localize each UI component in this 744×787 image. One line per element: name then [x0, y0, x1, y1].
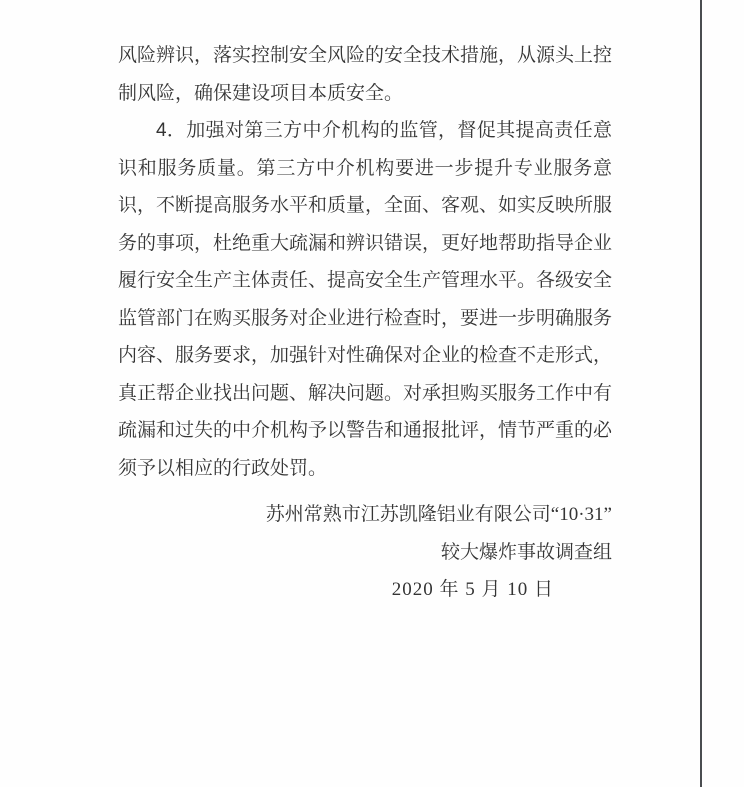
- body-line: 疏漏和过失的中介机构予以警告和通报批评，情节严重的必: [118, 420, 613, 441]
- body-line: 监管部门在购买服务对企业进行检查时，要进一步明确服务: [118, 307, 613, 329]
- signature-team-line: 较大爆炸事故调查组: [440, 541, 612, 563]
- body-line: 真正帮企业找出问题、解决问题。对承担购买服务工作中有: [118, 382, 613, 404]
- body-line: 履行安全生产主体责任、提高安全生产管理水平。各级安全: [118, 270, 613, 291]
- body-line: 识，不断提高服务水平和质量，全面、客观、如实反映所服: [118, 195, 613, 216]
- signature-block: [118, 496, 612, 609]
- body-line: 识和服务质量。第三方中介机构要进一步提升专业服务意: [118, 157, 612, 179]
- body-line: 内容、服务要求，加强针对性确保对企业的检查不走形式，: [118, 345, 613, 366]
- right-border-rule: [700, 0, 702, 787]
- signature-company: 苏州常熟市江苏凯隆铝业有限公司: [265, 504, 551, 525]
- body-line: 4．加强对第三方中介机构的监管，督促其提高责任意: [156, 120, 612, 141]
- document-body: [118, 37, 612, 487]
- body-line: 风险辨识，落实控制安全风险的安全技术措施，从源头上控: [118, 45, 613, 66]
- body-line: 须予以相应的行政处罚。: [118, 457, 328, 479]
- body-line: 制风险，确保建设项目本质安全。: [118, 82, 404, 104]
- body-line: 务的事项，杜绝重大疏漏和辨识错误，更好地帮助指导企业: [118, 232, 613, 254]
- signature-incident-code: “10·31”: [550, 504, 612, 525]
- signature-org-line: [118, 496, 612, 534]
- signature-date-line: 2020 年 5 月 10 日: [391, 579, 554, 600]
